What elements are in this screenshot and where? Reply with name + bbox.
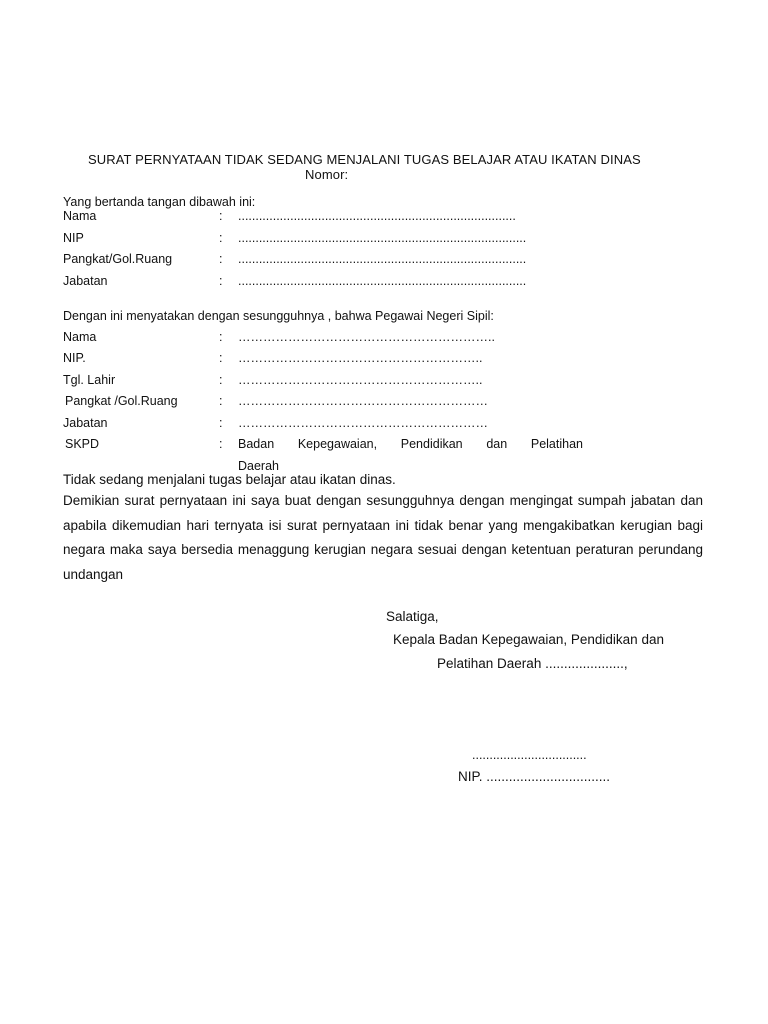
skpd-value-line2: Daerah (238, 459, 279, 473)
field-label: Pangkat /Gol.Ruang (65, 394, 178, 408)
field-colon: : (219, 252, 223, 266)
skpd-value-line1: Badan Kepegawaian, Pendidikan dan Pelatihan (238, 437, 583, 451)
field-blank: …………………………………………………….. (238, 330, 495, 344)
pns-row-nip (63, 351, 703, 369)
field-colon: : (219, 274, 223, 288)
field-label: Tgl. Lahir (63, 373, 116, 387)
field-blank: ................................................................................... (238, 274, 527, 288)
pns-row-pangkat (63, 394, 703, 412)
field-colon: : (219, 330, 223, 344)
signer-row-pangkat (63, 252, 703, 270)
field-blank: ………………………………………………….. (238, 351, 483, 365)
signature-position-line1: Kepala Badan Kepegawaian, Pendidikan dan (393, 632, 664, 647)
field-blank: …………………………………………………… (238, 416, 488, 430)
signature-name-blank: ................................. (472, 748, 587, 762)
document-number: Nomor: (305, 167, 349, 182)
field-colon: : (219, 373, 223, 387)
signer-row-jabatan (63, 274, 703, 292)
field-blank: ................................................................................... (238, 231, 527, 245)
field-label: SKPD (65, 437, 100, 451)
field-colon: : (219, 231, 223, 245)
signature-position-line2: Pelatihan Daerah ....................., (437, 656, 628, 671)
field-blank: ………………………………………………….. (238, 373, 483, 387)
signer-intro: Yang bertanda tangan dibawah ini: (63, 195, 256, 209)
pns-row-jabatan (63, 416, 703, 434)
field-colon: : (219, 416, 223, 430)
field-blank: …………………………………………………… (238, 394, 488, 408)
field-label: Nama (63, 330, 97, 344)
field-blank: ................................................................................... (238, 252, 527, 266)
statement-line: Tidak sedang menjalani tugas belajar atau ikatan dinas. (63, 472, 396, 487)
field-label: Jabatan (63, 274, 108, 288)
statement-paragraph: Demikian surat pernyataan ini saya buat dengan sesungguhnya dengan mengingat sumpah jabatan dan apabila dikemudian hari ternyata isi surat pernyataan ini tidak benar yang mengakibatkan kerugian bagi negara maka saya bersedia menaggung kerugian negara sesuai dengan ketentuan peraturan perundang undangan (63, 493, 703, 582)
field-label: NIP. (63, 351, 86, 365)
pns-row-nama (63, 330, 703, 348)
field-label: Jabatan (63, 416, 108, 430)
signature-nip: NIP. ................................. (458, 769, 611, 784)
field-colon: : (219, 209, 223, 223)
signer-row-nama (63, 209, 703, 227)
pns-row-tgl-lahir (63, 373, 703, 391)
field-label: Pangkat/Gol.Ruang (63, 252, 173, 266)
signature-place: Salatiga, (386, 609, 439, 624)
field-label: NIP (63, 231, 84, 245)
field-label: Nama (63, 209, 97, 223)
signer-row-nip (63, 231, 703, 249)
field-colon: : (219, 351, 223, 365)
field-colon: : (219, 394, 223, 408)
field-colon: : (219, 437, 223, 451)
field-blank: ................................................................................ (238, 209, 516, 223)
pns-intro: Dengan ini menyatakan dengan sesungguhnya , bahwa Pegawai Negeri Sipil: (63, 309, 494, 323)
document-title: SURAT PERNYATAAN TIDAK SEDANG MENJALANI TUGAS BELAJAR ATAU IKATAN DINAS (88, 152, 641, 167)
